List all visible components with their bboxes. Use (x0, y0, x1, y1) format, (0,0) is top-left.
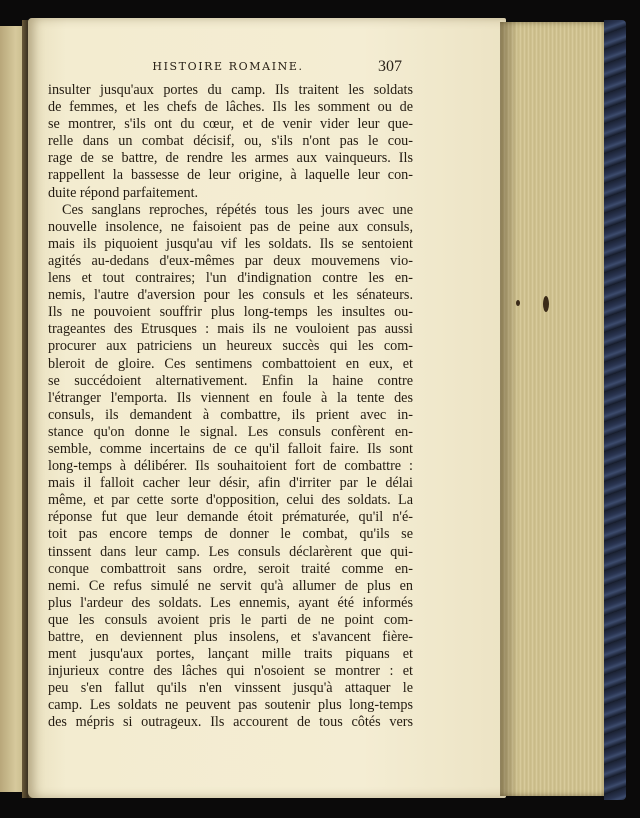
text-line: l'étranger l'emporta. Ils viennent en foule à la tente des (48, 389, 413, 406)
text-line: rage de se battre, de rendre les armes aux vainqueurs. Ils (48, 150, 413, 167)
text-line: même, et par cette sorte d'opposition, celui des soldats. La (48, 492, 413, 509)
text-line: long-temps à délibérer. Ils souhaitoient fort de combattre : (48, 458, 413, 475)
text-line: mais il falloit cacher leur désir, afin d'irriter par le délai (48, 475, 413, 492)
text-line: peu s'en fallut qu'ils n'en vinssent jusqu'à attaquer le (48, 680, 413, 697)
marbled-cover (604, 20, 626, 800)
text-line: ment jusqu'aux portes, lançant mille traits piquans et (48, 646, 413, 663)
text-line: bleroit de gloire. Ces sentimens combattoient en eux, et (48, 355, 413, 372)
text-line: battre, en deviennent plus insolens, et s'avancent fière- (48, 629, 413, 645)
text-line: conque combattroit sans ordre, seroit traité comme en- (48, 560, 413, 577)
text-line: toit pas encore temps de donner le combat, qu'ils se (48, 526, 413, 543)
page-number: 307 (378, 58, 402, 75)
ink-spot (516, 300, 520, 306)
text-line: injurieux contre des lâches qui n'osoient se montrer : et (48, 663, 413, 680)
text-line: stance qu'on donne le signal. Les consuls confèrent en- (48, 423, 413, 440)
text-line: semble, comme incertains de ce qu'il falloit faire. Ils sont (48, 440, 413, 457)
text-line: consuls, ils demandent à combattre, ils prient avec in- (48, 406, 413, 423)
text-line: Ils ne pouvoient souffrir plus long-temps les insultes ou- (48, 304, 413, 321)
text-line: mais ils piquoient jusqu'au vif les soldats. Ils se sentoient (48, 235, 413, 252)
text-line: nemi. Ce refus simulé ne servit qu'à allumer de plus en (48, 577, 413, 594)
text-line: nemis, l'autre d'aversion pour les consuls et les sénateurs. (48, 287, 413, 304)
text-line: des mépris si outrageux. Ils accourent de tous côtés vers (48, 714, 413, 731)
paragraph (48, 82, 413, 202)
text-line: agités au-dedans d'eux-mêmes par deux mouvemens vio- (48, 252, 413, 269)
text-line: insulter jusqu'aux portes du camp. Ils traitent les soldats (48, 82, 413, 98)
text-line: tinssent dans leur camp. Les consuls déclarèrent que qui- (48, 543, 413, 560)
text-line: lens et tout contraires; l'un d'indignation contre les en- (48, 270, 413, 287)
text-line: réponse fut que leur demande étoit prématurée, qu'il n'é- (48, 509, 413, 526)
text-line: Ces sanglans reproches, répétés tous les jours avec une (62, 201, 413, 218)
text-line: procurer aux patriciens un heureux succès qui les com- (48, 338, 413, 355)
text-line: plus l'ardeur des soldats. Les ennemis, ayant été informés (48, 594, 413, 611)
text-line: que les consuls avoient pris le parti de ne point com- (48, 611, 413, 628)
text-line: se montrer, s'ils ont du cœur, et de venir vider leur que- (48, 116, 413, 133)
text-line: duite répond parfaitement. (48, 184, 199, 201)
text-line: camp. Les soldats ne peuvent pas soutenir plus long-temps (48, 697, 413, 714)
text-line: nouvelle insolence, ne faisoient pas de peine aux consuls, (48, 218, 413, 235)
text-line: rappellent la bassesse de leur origine, à laquelle leur con- (48, 167, 413, 184)
paragraph (48, 202, 413, 732)
text-line: de femmes, et les chefs de lâches. Ils les somment ou de (48, 99, 413, 116)
page-edge-shadow (500, 22, 518, 796)
ink-spot (543, 296, 549, 312)
text-line: trageantes des Etrusques : mais ils ne vouloient pas aussi (48, 321, 413, 338)
text-line: relle dans un combat décisif, ou, s'ils n'ont pas le cou- (48, 133, 413, 150)
page-body (48, 82, 413, 732)
running-title: HISTOIRE ROMAINE. (152, 60, 304, 73)
text-line: se succédoient alternativement. Enfin la haine contre (48, 372, 413, 389)
